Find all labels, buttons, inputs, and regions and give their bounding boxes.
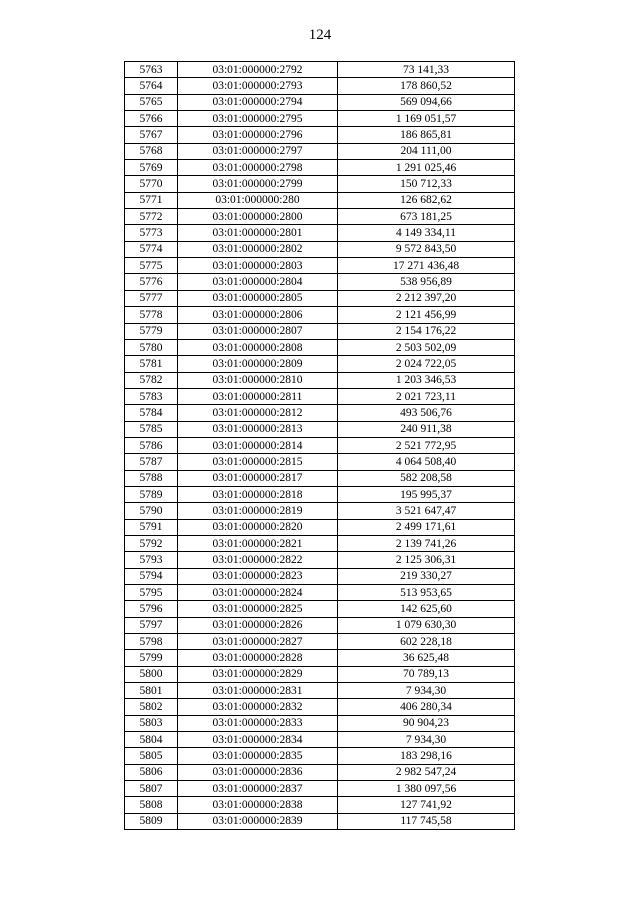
value-cell: 90 904,23 [338,715,515,731]
value-cell: 127 741,92 [338,797,515,813]
table-row [125,94,515,110]
value-cell: 1 169 051,57 [338,111,515,127]
row-number-cell: 5775 [125,258,178,274]
value-cell: 2 499 171,61 [338,519,515,535]
row-number-cell: 5779 [125,323,178,339]
row-number-cell: 5784 [125,405,178,421]
cadastral-number-cell: 03:01:000000:2819 [178,503,338,519]
value-cell: 219 330,27 [338,568,515,584]
cadastral-number-cell: 03:01:000000:2793 [178,78,338,94]
value-cell: 240 911,38 [338,421,515,437]
cadastral-number-cell: 03:01:000000:2839 [178,813,338,829]
value-cell: 1 380 097,56 [338,781,515,797]
cadastral-number-cell: 03:01:000000:2801 [178,225,338,241]
row-number-cell: 5788 [125,470,178,486]
cadastral-number-cell: 03:01:000000:2792 [178,62,338,78]
row-number-cell: 5780 [125,339,178,355]
table-row [125,715,515,731]
value-cell: 2 982 547,24 [338,764,515,780]
table-row [125,258,515,274]
page-number: 124 [308,27,332,43]
value-cell: 36 625,48 [338,650,515,666]
cadastral-number-cell: 03:01:000000:280 [178,192,338,208]
value-cell: 204 111,00 [338,143,515,159]
table-row [125,486,515,502]
cadastral-number-cell: 03:01:000000:2823 [178,568,338,584]
cadastral-number-cell: 03:01:000000:2829 [178,666,338,682]
table-row [125,813,515,829]
cadastral-number-cell: 03:01:000000:2813 [178,421,338,437]
value-cell: 569 094,66 [338,94,515,110]
value-cell: 7 934,30 [338,683,515,699]
cadastral-value-table [124,61,515,830]
row-number-cell: 5807 [125,781,178,797]
cadastral-number-cell: 03:01:000000:2826 [178,617,338,633]
table-row [125,372,515,388]
row-number-cell: 5768 [125,143,178,159]
value-cell: 2 139 741,26 [338,535,515,551]
cadastral-number-cell: 03:01:000000:2832 [178,699,338,715]
value-cell: 513 953,65 [338,585,515,601]
table-row [125,666,515,682]
row-number-cell: 5778 [125,307,178,323]
table-row [125,143,515,159]
row-number-cell: 5795 [125,585,178,601]
value-cell: 538 956,89 [338,274,515,290]
table-row [125,585,515,601]
value-cell: 9 572 843,50 [338,241,515,257]
table-row [125,127,515,143]
row-number-cell: 5797 [125,617,178,633]
value-cell: 1 079 630,30 [338,617,515,633]
cadastral-number-cell: 03:01:000000:2802 [178,241,338,257]
value-cell: 1 291 025,46 [338,160,515,176]
table-row [125,78,515,94]
value-cell: 183 298,16 [338,748,515,764]
value-cell: 582 208,58 [338,470,515,486]
row-number-cell: 5765 [125,94,178,110]
cadastral-number-cell: 03:01:000000:2800 [178,209,338,225]
value-cell: 2 521 772,95 [338,437,515,453]
row-number-cell: 5773 [125,225,178,241]
cadastral-number-cell: 03:01:000000:2804 [178,274,338,290]
cadastral-number-cell: 03:01:000000:2825 [178,601,338,617]
value-cell: 142 625,60 [338,601,515,617]
cadastral-number-cell: 03:01:000000:2799 [178,176,338,192]
cadastral-number-cell: 03:01:000000:2794 [178,94,338,110]
row-number-cell: 5769 [125,160,178,176]
value-cell: 4 149 334,11 [338,225,515,241]
table-row [125,454,515,470]
value-cell: 2 125 306,31 [338,552,515,568]
cadastral-number-cell: 03:01:000000:2809 [178,356,338,372]
cadastral-number-cell: 03:01:000000:2837 [178,781,338,797]
value-cell: 70 789,13 [338,666,515,682]
cadastral-number-cell: 03:01:000000:2798 [178,160,338,176]
table-row [125,290,515,306]
cadastral-number-cell: 03:01:000000:2805 [178,290,338,306]
table-row [125,634,515,650]
row-number-cell: 5771 [125,192,178,208]
cadastral-number-cell: 03:01:000000:2815 [178,454,338,470]
table-row [125,535,515,551]
row-number-cell: 5785 [125,421,178,437]
cadastral-number-cell: 03:01:000000:2807 [178,323,338,339]
table-row [125,552,515,568]
row-number-cell: 5763 [125,62,178,78]
value-cell: 186 865,81 [338,127,515,143]
row-number-cell: 5792 [125,535,178,551]
table-row [125,323,515,339]
row-number-cell: 5764 [125,78,178,94]
cadastral-number-cell: 03:01:000000:2831 [178,683,338,699]
table-row [125,421,515,437]
cadastral-number-cell: 03:01:000000:2838 [178,797,338,813]
value-cell: 2 024 722,05 [338,356,515,372]
row-number-cell: 5803 [125,715,178,731]
table-row [125,732,515,748]
row-number-cell: 5798 [125,634,178,650]
value-cell: 406 280,34 [338,699,515,715]
table-row [125,209,515,225]
table-row [125,470,515,486]
row-number-cell: 5772 [125,209,178,225]
cadastral-number-cell: 03:01:000000:2824 [178,585,338,601]
cadastral-number-cell: 03:01:000000:2812 [178,405,338,421]
row-number-cell: 5802 [125,699,178,715]
row-number-cell: 5770 [125,176,178,192]
row-number-cell: 5774 [125,241,178,257]
table-row [125,274,515,290]
cadastral-number-cell: 03:01:000000:2796 [178,127,338,143]
value-cell: 195 995,37 [338,486,515,502]
table-row [125,748,515,764]
row-number-cell: 5777 [125,290,178,306]
table-row [125,111,515,127]
value-cell: 2 503 502,09 [338,339,515,355]
row-number-cell: 5776 [125,274,178,290]
row-number-cell: 5801 [125,683,178,699]
row-number-cell: 5789 [125,486,178,502]
row-number-cell: 5787 [125,454,178,470]
table-row [125,764,515,780]
row-number-cell: 5794 [125,568,178,584]
row-number-cell: 5809 [125,813,178,829]
table-row [125,437,515,453]
table-row [125,307,515,323]
cadastral-number-cell: 03:01:000000:2835 [178,748,338,764]
value-cell: 126 682,62 [338,192,515,208]
table-row [125,192,515,208]
table-row [125,62,515,78]
cadastral-number-cell: 03:01:000000:2795 [178,111,338,127]
row-number-cell: 5782 [125,372,178,388]
value-cell: 3 521 647,47 [338,503,515,519]
table-row [125,225,515,241]
value-cell: 2 154 176,22 [338,323,515,339]
table-row [125,797,515,813]
table-row [125,699,515,715]
row-number-cell: 5781 [125,356,178,372]
table-row [125,503,515,519]
cadastral-number-cell: 03:01:000000:2817 [178,470,338,486]
table-row [125,176,515,192]
table-row [125,781,515,797]
row-number-cell: 5805 [125,748,178,764]
table-row [125,568,515,584]
value-cell: 150 712,33 [338,176,515,192]
row-number-cell: 5799 [125,650,178,666]
cadastral-number-cell: 03:01:000000:2833 [178,715,338,731]
table-row [125,601,515,617]
value-cell: 7 934,30 [338,732,515,748]
value-cell: 493 506,76 [338,405,515,421]
table-body [125,62,515,830]
cadastral-number-cell: 03:01:000000:2810 [178,372,338,388]
table-row [125,617,515,633]
cadastral-number-cell: 03:01:000000:2834 [178,732,338,748]
cadastral-number-cell: 03:01:000000:2806 [178,307,338,323]
row-number-cell: 5796 [125,601,178,617]
value-cell: 17 271 436,48 [338,258,515,274]
table-row [125,356,515,372]
table-row [125,241,515,257]
cadastral-number-cell: 03:01:000000:2822 [178,552,338,568]
value-cell: 602 228,18 [338,634,515,650]
value-cell: 2 212 397,20 [338,290,515,306]
table-row [125,160,515,176]
value-cell: 178 860,52 [338,78,515,94]
row-number-cell: 5804 [125,732,178,748]
value-cell: 2 121 456,99 [338,307,515,323]
table-row [125,388,515,404]
cadastral-number-cell: 03:01:000000:2814 [178,437,338,453]
cadastral-number-cell: 03:01:000000:2836 [178,764,338,780]
row-number-cell: 5766 [125,111,178,127]
row-number-cell: 5806 [125,764,178,780]
cadastral-number-cell: 03:01:000000:2821 [178,535,338,551]
value-cell: 2 021 723,11 [338,388,515,404]
cadastral-number-cell: 03:01:000000:2828 [178,650,338,666]
row-number-cell: 5808 [125,797,178,813]
cadastral-number-cell: 03:01:000000:2803 [178,258,338,274]
row-number-cell: 5790 [125,503,178,519]
cadastral-number-cell: 03:01:000000:2811 [178,388,338,404]
cadastral-number-cell: 03:01:000000:2797 [178,143,338,159]
cadastral-number-cell: 03:01:000000:2808 [178,339,338,355]
table-row [125,519,515,535]
cadastral-number-cell: 03:01:000000:2827 [178,634,338,650]
table-row [125,650,515,666]
value-cell: 73 141,33 [338,62,515,78]
row-number-cell: 5800 [125,666,178,682]
row-number-cell: 5791 [125,519,178,535]
table-row [125,683,515,699]
row-number-cell: 5793 [125,552,178,568]
value-cell: 4 064 508,40 [338,454,515,470]
cadastral-number-cell: 03:01:000000:2820 [178,519,338,535]
cadastral-number-cell: 03:01:000000:2818 [178,486,338,502]
row-number-cell: 5786 [125,437,178,453]
row-number-cell: 5767 [125,127,178,143]
row-number-cell: 5783 [125,388,178,404]
table-row [125,405,515,421]
value-cell: 117 745,58 [338,813,515,829]
value-cell: 1 203 346,53 [338,372,515,388]
table-row [125,339,515,355]
value-cell: 673 181,25 [338,209,515,225]
